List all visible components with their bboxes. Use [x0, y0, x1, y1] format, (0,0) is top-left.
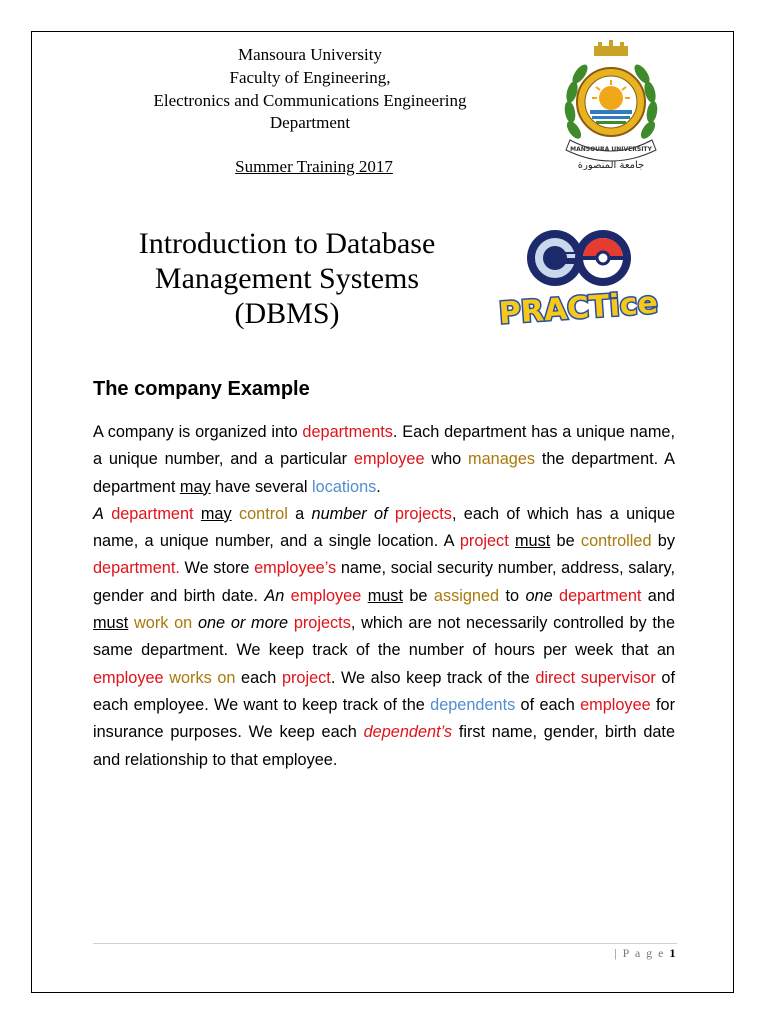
text-run: be	[550, 532, 581, 551]
page-footer	[614, 946, 677, 961]
keyword-projects: projects	[293, 614, 351, 633]
university-logo-arabic: جامعة المنصورة	[577, 160, 645, 170]
title-line3: (DBMS)	[234, 297, 340, 330]
faculty-name: Faculty of Engineering,	[229, 67, 391, 87]
department-name-line1: Electronics and Communications Engineering	[153, 90, 467, 110]
text-run: , which are not necessarily controlled by the same department. We keep track of the number of hours per week that an	[93, 614, 675, 660]
text-run: have several	[210, 477, 313, 496]
text-run: and	[641, 586, 675, 605]
text-run: . We also keep track of the	[330, 668, 536, 687]
keyword-direct-supervisor: direct supervisor	[535, 668, 656, 687]
training-label: Summer Training 2017	[235, 157, 393, 176]
keyword-projects: projects	[394, 504, 452, 523]
keyword-employee: employee	[290, 586, 362, 605]
text-run: to	[499, 586, 526, 605]
text-run: .	[376, 477, 381, 496]
keyword-employees: employee’s	[254, 559, 337, 578]
keyword-departments: departments	[302, 423, 393, 441]
training-line	[110, 157, 518, 177]
keyword-employee: employee	[93, 668, 164, 687]
text-run: of each	[515, 695, 581, 714]
keyword-dependents: dependents	[430, 695, 516, 714]
department-name-line2: Department	[269, 113, 351, 133]
keyword-works-on: works on	[169, 668, 236, 687]
keyword-dependents-possessive: dependent’s	[363, 723, 453, 742]
text-run: We store	[179, 559, 255, 578]
title-line2: Management Systems	[154, 262, 420, 295]
text-run: for insurance purposes. We keep each	[93, 695, 675, 742]
text-run	[388, 505, 395, 523]
section-heading: The company Example	[93, 378, 310, 400]
text-run	[232, 505, 239, 523]
keyword-An: An	[264, 586, 285, 605]
text-run: . Each department has a unique name, a unique number, and a particular	[93, 423, 675, 469]
keyword-may: may	[179, 477, 211, 496]
text-run: A company is organized into	[93, 423, 303, 441]
text-run: , each of which has a unique name, a unique number, and a single location. A	[93, 504, 675, 551]
keyword-number-of: number of	[311, 504, 388, 523]
keyword-may: may	[200, 504, 232, 523]
university-name: Mansoura University	[237, 45, 382, 64]
text-run: be	[402, 586, 434, 605]
document-header	[110, 44, 510, 135]
keyword-controlled: controlled	[580, 532, 652, 551]
keyword-employee: employee	[353, 450, 425, 469]
page-label: P a g e	[622, 946, 665, 960]
keyword-must: must	[93, 614, 129, 633]
footer-separator: |	[614, 946, 619, 960]
text-run	[304, 505, 311, 523]
keyword-A: A	[93, 504, 104, 523]
keyword-work-on: work on	[134, 614, 193, 633]
text-run: of each employee. We want to keep track of the	[93, 668, 676, 714]
keyword-manages: manages	[468, 450, 536, 469]
text-run: by	[651, 532, 675, 551]
keyword-department: department.	[93, 559, 180, 578]
keyword-project: project	[281, 668, 331, 687]
practice-logo-text: PRACTice	[497, 285, 659, 332]
keyword-one-or-more: one or more	[197, 614, 289, 633]
keyword-project: project	[459, 532, 509, 551]
text-run: the department. A department	[93, 450, 675, 496]
keyword-department: department	[111, 504, 194, 523]
keyword-must: must	[367, 586, 403, 605]
keyword-locations: locations	[312, 477, 377, 496]
text-run: who	[424, 450, 469, 469]
company-example-paragraph	[93, 419, 675, 774]
text-run: name, social security number, address, salary, gender and birth date.	[93, 559, 675, 605]
text-run: a	[295, 504, 305, 523]
university-logo	[556, 40, 666, 170]
page-number: 1	[669, 946, 677, 960]
text-run	[194, 505, 201, 523]
keyword-assigned: assigned	[433, 586, 500, 605]
document-title	[110, 226, 464, 331]
text-run: first name, gender, birth date and relationship to that employee.	[93, 723, 676, 769]
text-run: each	[235, 668, 282, 687]
title-line1: Introduction to Database	[138, 227, 436, 260]
keyword-one: one	[525, 586, 553, 605]
university-logo-text: MANSOURA UNIVERSITY	[570, 146, 652, 153]
go-practice-logo	[497, 224, 662, 332]
footer-divider	[93, 943, 677, 944]
keyword-must: must	[514, 532, 551, 551]
keyword-control: control	[238, 504, 288, 523]
keyword-employee: employee	[580, 695, 651, 714]
keyword-department: department	[559, 586, 642, 605]
